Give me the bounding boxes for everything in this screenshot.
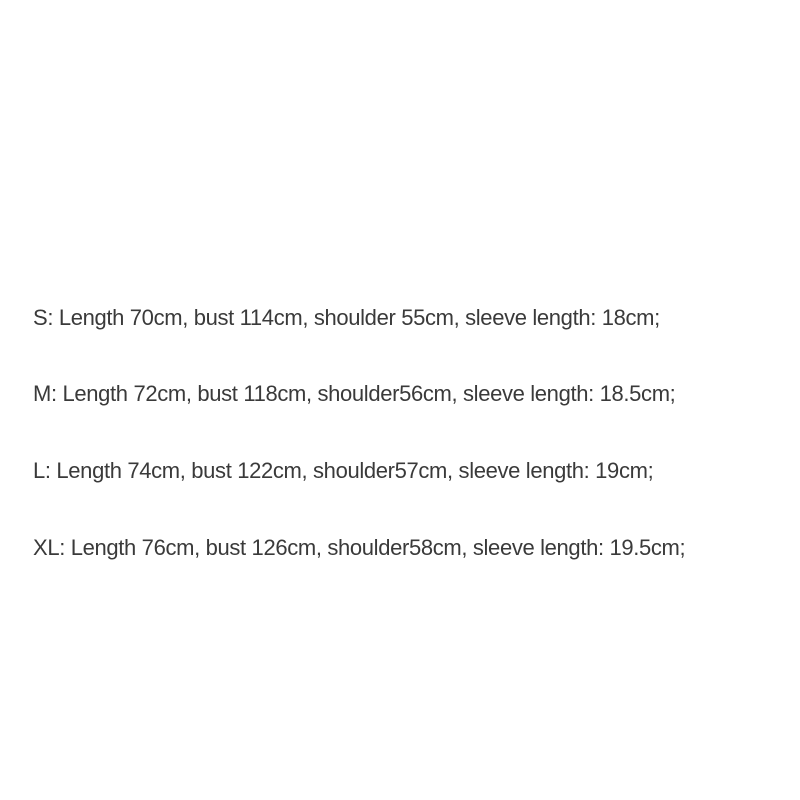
size-line-s: S: Length 70cm, bust 114cm, shoulder 55cm, sleeve length: 18cm; [33,305,660,330]
size-line-m: M: Length 72cm, bust 118cm, shoulder56cm, sleeve length: 18.5cm; [33,381,676,406]
size-line-l: L: Length 74cm, bust 122cm, shoulder57cm, sleeve length: 19cm; [33,458,654,483]
size-line-xl: XL: Length 76cm, bust 126cm, shoulder58cm, sleeve length: 19.5cm; [33,535,686,560]
